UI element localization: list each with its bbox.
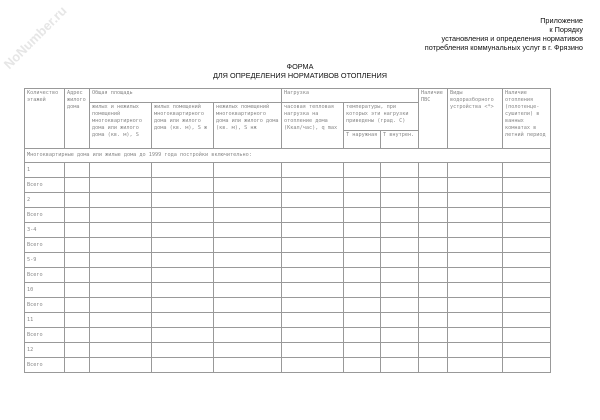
table-cell (90, 193, 152, 208)
header-floors: Количество этажей (25, 89, 65, 149)
table-cell (65, 178, 90, 193)
table-cell (419, 313, 448, 328)
table-cell (503, 343, 551, 358)
table-cell (419, 208, 448, 223)
table-cell (503, 268, 551, 283)
table-cell (344, 343, 381, 358)
header-total-area: Общая площадь (90, 89, 282, 103)
appendix-note (425, 16, 583, 52)
table-cell (152, 268, 214, 283)
table-cell (152, 208, 214, 223)
title-line: ФОРМА (286, 62, 314, 71)
table-cell (503, 178, 551, 193)
table-cell (152, 313, 214, 328)
table-cell (214, 268, 282, 283)
table-cell (152, 328, 214, 343)
table-cell (90, 223, 152, 238)
table-cell (65, 238, 90, 253)
header-area-nonresidential: нежилых помещений многоквартирного дома или жилого дома (кв. м), S нж (214, 103, 282, 149)
table-row (25, 163, 551, 178)
table-cell (381, 283, 419, 298)
table-cell (503, 238, 551, 253)
table-cell (90, 358, 152, 373)
table-cell (344, 313, 381, 328)
table-cell (381, 163, 419, 178)
table-cell (90, 343, 152, 358)
row-label: 3-4 (25, 223, 65, 238)
table-cell (282, 298, 344, 313)
table-cell (419, 328, 448, 343)
row-label: 2 (25, 193, 65, 208)
table-row (25, 283, 551, 298)
table-cell (282, 283, 344, 298)
table-cell (419, 193, 448, 208)
table-cell (282, 253, 344, 268)
table-cell (381, 193, 419, 208)
table-cell (282, 343, 344, 358)
table-cell (419, 163, 448, 178)
table-cell (419, 283, 448, 298)
table-cell (419, 223, 448, 238)
table-cell (448, 298, 503, 313)
table-row (25, 178, 551, 193)
watermark: NoNumber.ru (0, 3, 70, 72)
table-cell (90, 238, 152, 253)
table-cell (381, 238, 419, 253)
table-cell (419, 253, 448, 268)
table-cell (65, 328, 90, 343)
table-cell (344, 283, 381, 298)
table-cell (448, 223, 503, 238)
table-cell (214, 208, 282, 223)
table-cell (65, 358, 90, 373)
table-cell (152, 223, 214, 238)
table-cell (503, 223, 551, 238)
header-devices: Виды водоразборного устройства <*> (448, 89, 503, 149)
table-cell (448, 253, 503, 268)
table-cell (381, 298, 419, 313)
table-cell (381, 358, 419, 373)
table-cell (419, 238, 448, 253)
table-cell (214, 298, 282, 313)
header-load: Нагрузка (282, 89, 419, 103)
row-label: 5-9 (25, 253, 65, 268)
heating-norms-table (24, 88, 551, 373)
table-cell (503, 163, 551, 178)
table-cell (448, 343, 503, 358)
table-cell (344, 238, 381, 253)
header-area-total: жилых и нежилых помещений многоквартирного дома или жилого дома (кв. м), S (90, 103, 152, 149)
table-cell (448, 268, 503, 283)
table-cell (448, 163, 503, 178)
row-label: Всего (25, 238, 65, 253)
table-cell (65, 298, 90, 313)
table-cell (419, 358, 448, 373)
table-cell (282, 193, 344, 208)
table-cell (214, 313, 282, 328)
table-row (25, 208, 551, 223)
table-cell (152, 283, 214, 298)
table-cell (214, 328, 282, 343)
table-cell (214, 358, 282, 373)
table-cell (282, 178, 344, 193)
row-label: Всего (25, 268, 65, 283)
table-cell (344, 223, 381, 238)
table-cell (448, 193, 503, 208)
table-cell (214, 238, 282, 253)
header-address: Адрес жилого дома (65, 89, 90, 149)
table-row (25, 268, 551, 283)
table-cell (419, 178, 448, 193)
table-cell (152, 298, 214, 313)
table-cell (381, 313, 419, 328)
table-cell (65, 253, 90, 268)
header-area-residential: жилых помещений многоквартирного дома или жилого дома (кв. м), S ж (152, 103, 214, 149)
table-cell (381, 223, 419, 238)
table-cell (90, 178, 152, 193)
header-t-outdoor: T наружная (344, 131, 381, 149)
table-cell (448, 178, 503, 193)
table-cell (65, 283, 90, 298)
row-label: 12 (25, 343, 65, 358)
table-cell (282, 313, 344, 328)
table-cell (90, 163, 152, 178)
row-label: 11 (25, 313, 65, 328)
header-temperatures: температуры, при которых эти нагрузки приведены (град. С) (344, 103, 419, 131)
table-cell (344, 163, 381, 178)
table-cell (214, 178, 282, 193)
table-cell (282, 328, 344, 343)
table-cell (282, 223, 344, 238)
form-title (0, 62, 600, 80)
table-cell (65, 223, 90, 238)
table-cell (152, 253, 214, 268)
table-cell (282, 208, 344, 223)
title-line: ДЛЯ ОПРЕДЕЛЕНИЯ НОРМАТИВОВ ОТОПЛЕНИЯ (212, 71, 388, 80)
table-cell (90, 268, 152, 283)
table-cell (503, 328, 551, 343)
table-cell (448, 283, 503, 298)
table-cell (214, 193, 282, 208)
table-cell (419, 343, 448, 358)
table-cell (381, 178, 419, 193)
table-cell (214, 223, 282, 238)
table-cell (65, 163, 90, 178)
table-cell (503, 208, 551, 223)
appendix-line: Приложение (540, 16, 583, 25)
table-cell (503, 193, 551, 208)
table-cell (344, 298, 381, 313)
table-cell (152, 193, 214, 208)
table-row (25, 358, 551, 373)
table-cell (503, 283, 551, 298)
table-row (25, 253, 551, 268)
table-cell (90, 313, 152, 328)
table-cell (344, 253, 381, 268)
table-cell (344, 208, 381, 223)
table-cell (282, 238, 344, 253)
row-label: 10 (25, 283, 65, 298)
table-cell (90, 283, 152, 298)
table-cell (282, 358, 344, 373)
table-cell (152, 178, 214, 193)
table-row (25, 298, 551, 313)
appendix-line: потребления коммунальных услуг в г. Фрязино (424, 43, 583, 52)
table-cell (503, 313, 551, 328)
table-cell (152, 238, 214, 253)
table-cell (65, 268, 90, 283)
table-row (25, 193, 551, 208)
table-row (25, 343, 551, 358)
table-cell (381, 253, 419, 268)
row-label: Всего (25, 358, 65, 373)
row-label: 1 (25, 163, 65, 178)
table-cell (381, 208, 419, 223)
table-cell (344, 358, 381, 373)
table-cell (503, 358, 551, 373)
row-label: Всего (25, 298, 65, 313)
row-label: Всего (25, 178, 65, 193)
table-cell (448, 358, 503, 373)
table-cell (152, 343, 214, 358)
table-cell (90, 298, 152, 313)
appendix-line: установления и определения нормативов (441, 34, 583, 43)
table-cell (344, 328, 381, 343)
table-cell (381, 328, 419, 343)
table-cell (282, 268, 344, 283)
table-cell (65, 208, 90, 223)
table-cell (65, 193, 90, 208)
table-cell (90, 208, 152, 223)
table-row (25, 328, 551, 343)
table-cell (344, 193, 381, 208)
table-cell (381, 343, 419, 358)
header-pvs: Наличие ПВС (419, 89, 448, 149)
table-cell (214, 253, 282, 268)
header-t-indoor: T внутрен. (381, 131, 419, 149)
table-cell (214, 283, 282, 298)
table-cell (381, 268, 419, 283)
table-cell (503, 298, 551, 313)
table-cell (214, 163, 282, 178)
table-cell (90, 328, 152, 343)
table-cell (282, 163, 344, 178)
table-row (25, 313, 551, 328)
table-cell (214, 343, 282, 358)
table-cell (419, 268, 448, 283)
header-heating: Наличие отопления (полотенце-сушители) в ванных комнатах в летний период (503, 89, 551, 149)
appendix-line: к Порядку (549, 25, 583, 34)
row-label: Всего (25, 208, 65, 223)
table-cell (152, 163, 214, 178)
table-cell (90, 253, 152, 268)
table-row (25, 238, 551, 253)
table-row (25, 223, 551, 238)
table-cell (448, 328, 503, 343)
table-cell (448, 208, 503, 223)
table-cell (65, 313, 90, 328)
row-label: Всего (25, 328, 65, 343)
table-cell (344, 178, 381, 193)
section-row: Многоквартирные дома или жилые дома до 1999 года постройки включительно: (25, 149, 551, 163)
table-cell (65, 343, 90, 358)
header-hourly-load: часовая тепловая нагрузка на отопление дома (Ккал/час), q max (282, 103, 344, 149)
table-cell (448, 238, 503, 253)
table-cell (152, 358, 214, 373)
table-cell (344, 268, 381, 283)
table-cell (448, 313, 503, 328)
table-cell (419, 298, 448, 313)
table-cell (503, 253, 551, 268)
